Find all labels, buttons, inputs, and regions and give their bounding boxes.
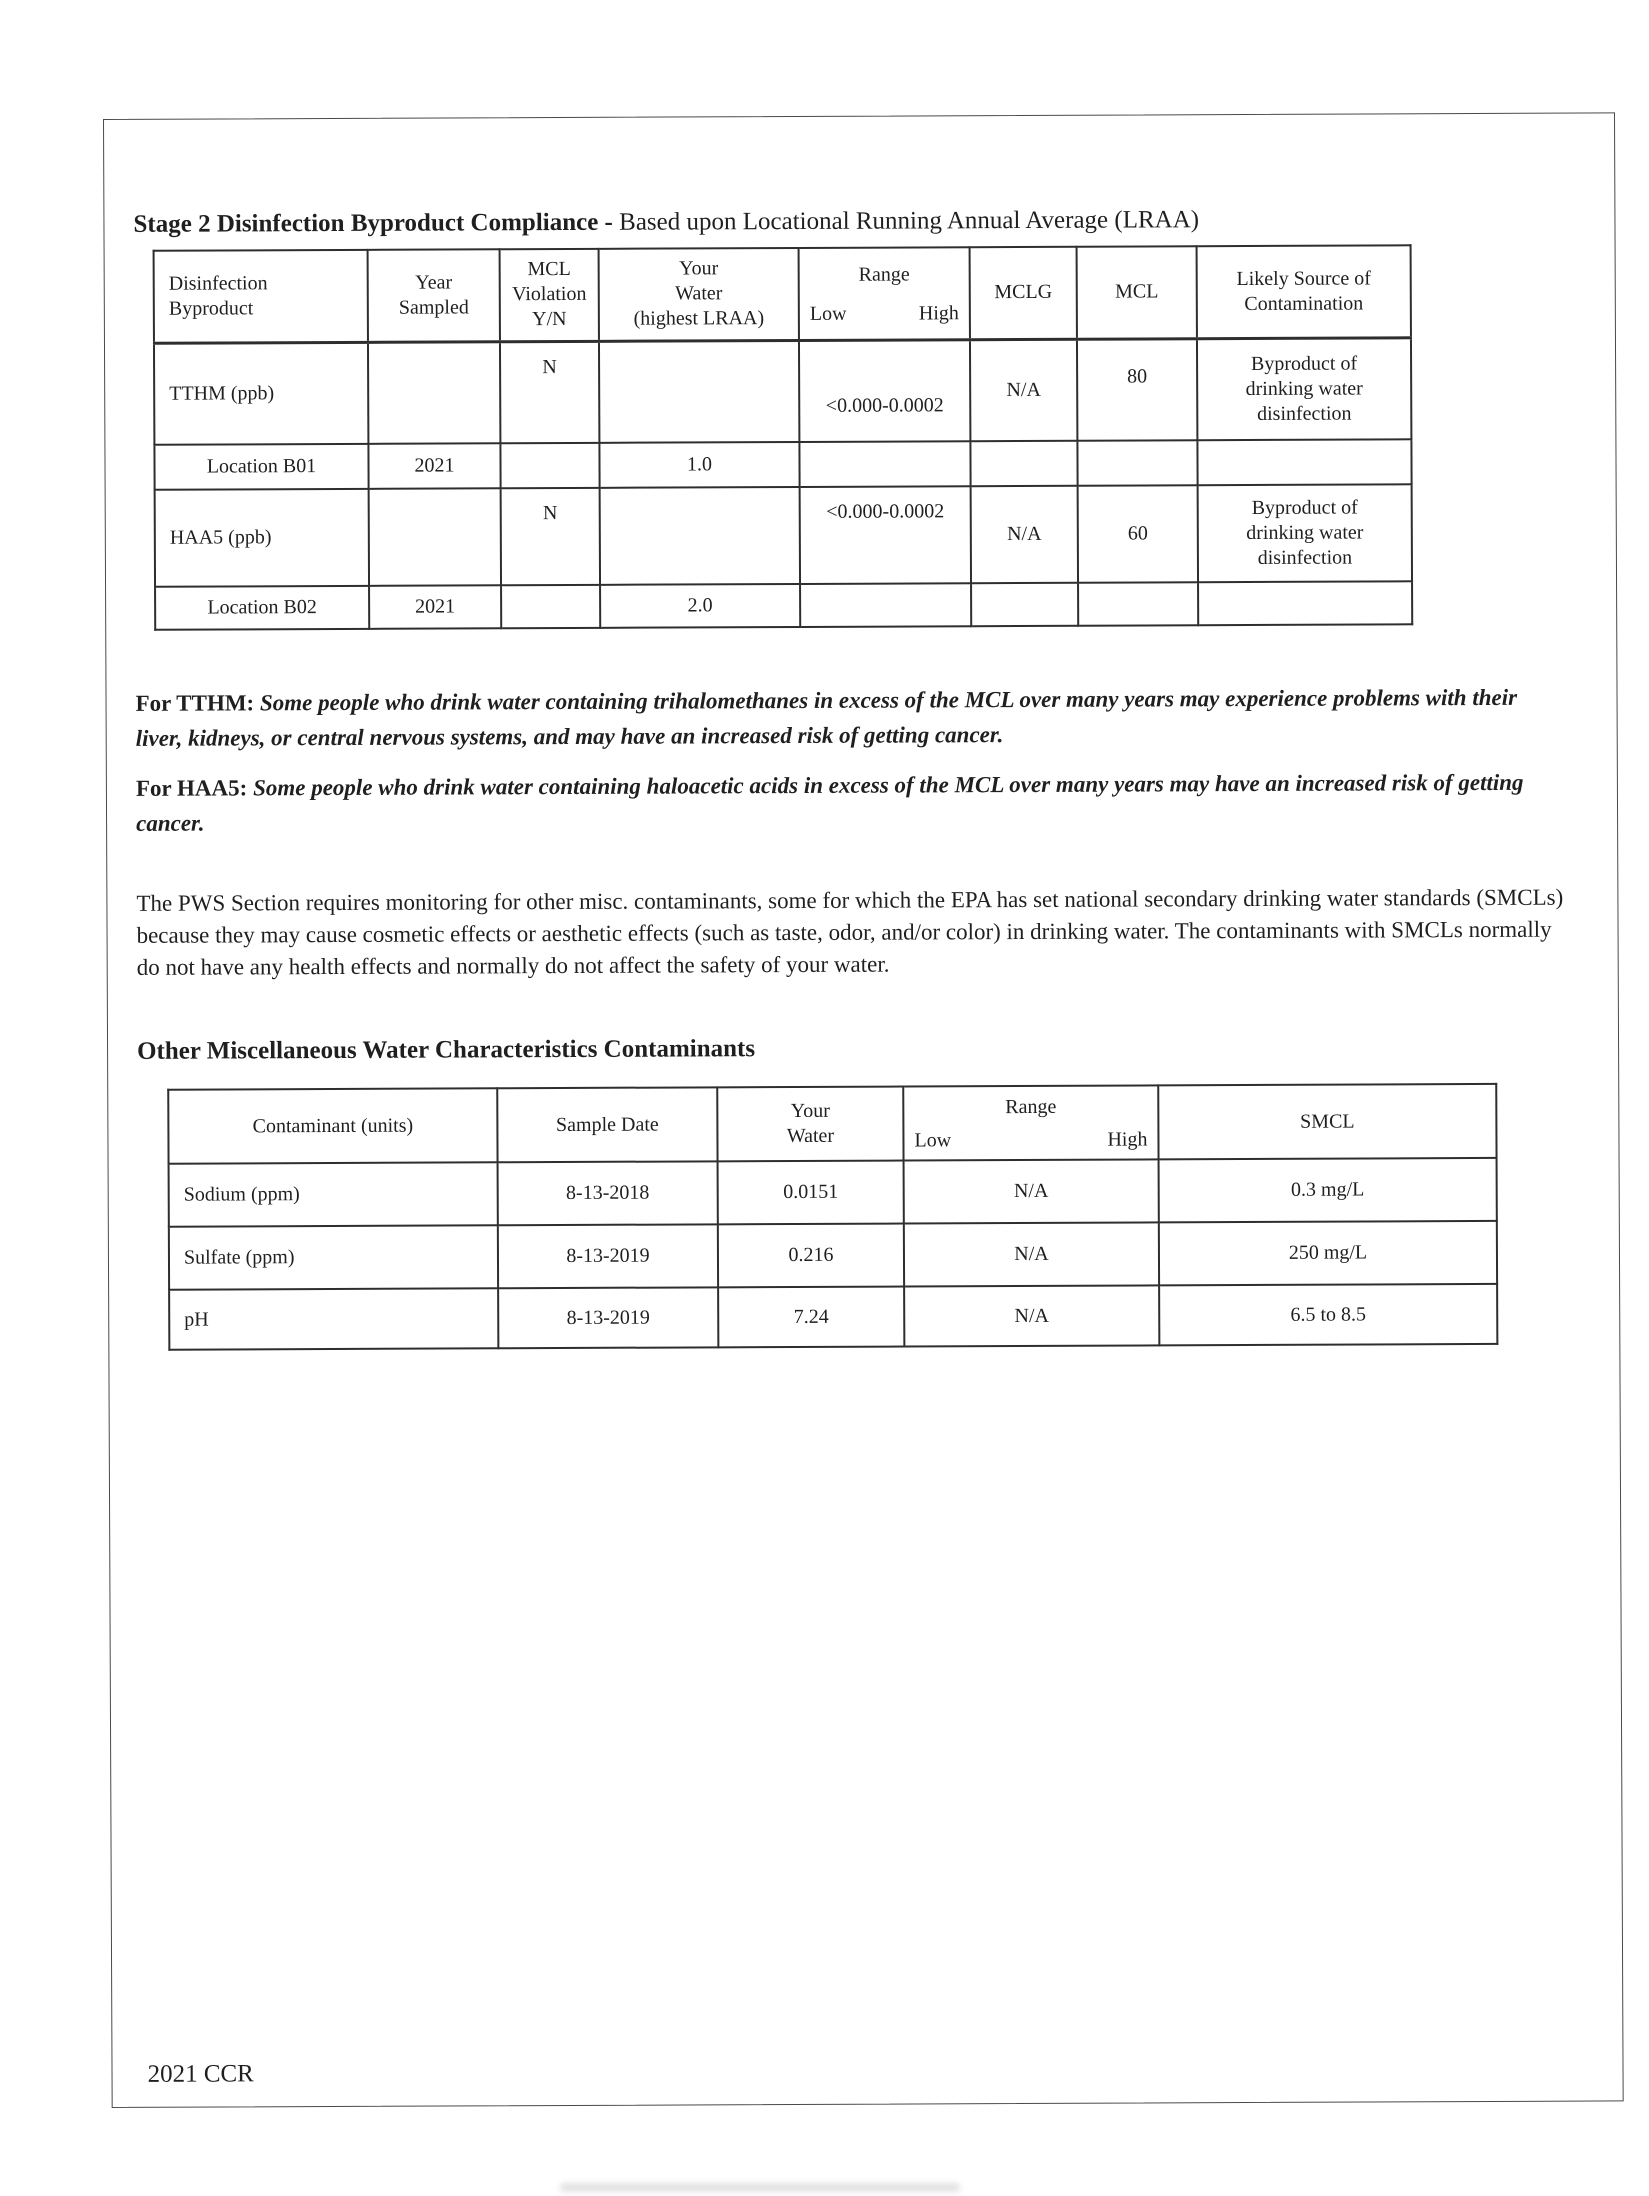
cell-smcl: 250 mg/L <box>1159 1221 1497 1285</box>
header-year-sampled: Year Sampled <box>368 249 500 342</box>
header-range-high: High <box>918 302 959 325</box>
cell-mclg: N/A <box>970 339 1077 441</box>
cell-mcl <box>1077 440 1197 486</box>
table-row-haa5 <box>155 484 1412 586</box>
cell-violation <box>500 443 599 488</box>
header-contaminant-units: Contaminant (units) <box>168 1088 497 1163</box>
cell-range <box>799 441 970 487</box>
cell-sample-date: 8-13-2019 <box>498 1287 718 1348</box>
header-range: Range Low High <box>903 1085 1158 1160</box>
table-row-location-b01 <box>154 439 1411 489</box>
cell-violation <box>501 585 600 628</box>
misc-table-heading: Other Miscellaneous Water Characteristics Contaminants <box>137 1035 756 1065</box>
cell-location: Location B01 <box>154 444 368 490</box>
cell-mcl <box>1078 582 1198 626</box>
header-likely-source: Likely Source of Contamination <box>1197 245 1411 338</box>
haa5-note-label: For HAA5: <box>135 775 248 801</box>
cell-your-water: 1.0 <box>599 442 799 488</box>
cell-year <box>368 341 500 444</box>
stage2-compliance-table <box>153 244 1414 630</box>
cell-contaminant: HAA5 (ppb) <box>155 489 369 587</box>
stage2-header-row <box>154 245 1411 342</box>
cell-likely-source: Byproduct of drinking water disinfection <box>1198 484 1412 582</box>
cell-smcl: 0.3 mg/L <box>1159 1158 1497 1222</box>
header-sample-date: Sample Date <box>497 1087 717 1162</box>
cell-your-water <box>600 487 800 585</box>
header-range-low: Low <box>809 302 847 325</box>
misc-header-row <box>168 1084 1496 1164</box>
misc-row-sodium <box>169 1158 1497 1227</box>
cell-year: 2021 <box>368 443 500 489</box>
cell-your-water: 0.0151 <box>718 1161 904 1225</box>
haa5-health-note <box>136 765 1556 841</box>
cell-your-water: 7.24 <box>718 1287 904 1348</box>
cell-year <box>369 488 501 586</box>
cell-range: <0.000-0.0002 <box>799 339 970 442</box>
cell-likely-source: Byproduct of drinking water disinfection <box>1197 337 1411 440</box>
header-smcl: SMCL <box>1158 1084 1496 1159</box>
cell-location: Location B02 <box>155 586 369 630</box>
cell-mclg <box>971 583 1078 626</box>
pws-paragraph: The PWS Section requires monitoring for other misc. contaminants, some for which the EPA has set national secondary drinking water standards (SMCLs) because they may cause cosmetic effects or aesthetic effects (such as taste, odor, and/or color) in drinking water. The contaminants with SMCLs normally do not have any health effects and normally do not affect the safety of your water. <box>136 884 1564 980</box>
header-range-low: Low <box>914 1129 952 1152</box>
cell-violation: N <box>501 488 600 585</box>
stage2-title-rest: Based upon Locational Running Annual Average (LRAA) <box>612 206 1200 236</box>
cell-mcl: 60 <box>1078 485 1198 583</box>
cell-your-water: 0.216 <box>718 1224 904 1288</box>
table-row-tthm <box>154 337 1411 444</box>
haa5-note-text: Some people who drink water containing haloacetic acids in excess of the MCL over many years may have an increased risk of getting cancer. <box>136 769 1524 836</box>
cell-likely-source <box>1197 439 1411 485</box>
cell-sample-date: 8-13-2019 <box>498 1224 718 1288</box>
cell-contaminant: Sulfate (ppm) <box>169 1225 498 1289</box>
cell-sample-date: 8-13-2018 <box>498 1161 718 1225</box>
misc-row-sulfate <box>169 1221 1497 1290</box>
header-mcl: MCL <box>1077 246 1197 339</box>
tthm-note-text: Some people who drink water containing trihalomethanes in excess of the MCL over many years may experience problems with their liver, kidneys, or central nervous systems, and may have an increased risk of getting cancer. <box>135 684 1518 751</box>
cell-range: <0.000-0.0002 <box>800 486 971 584</box>
scan-artifact <box>560 2183 960 2192</box>
header-range-high: High <box>1107 1128 1148 1151</box>
cell-contaminant: Sodium (ppm) <box>169 1162 498 1226</box>
cell-mclg <box>970 441 1077 486</box>
cell-your-water <box>599 340 799 443</box>
misc-contaminants-table <box>167 1083 1498 1351</box>
stage2-title-bold: Stage 2 Disinfection Byproduct Compliance - <box>133 208 613 238</box>
cell-range: N/A <box>904 1285 1159 1346</box>
header-your-water: Your Water (highest LRAA) <box>599 248 799 341</box>
page-footer: 2021 CCR <box>147 2060 254 2088</box>
cell-violation: N <box>500 341 599 443</box>
header-disinfection-byproduct: Disinfection Byproduct <box>154 250 368 343</box>
tthm-health-note <box>135 680 1555 756</box>
cell-your-water: 2.0 <box>600 584 800 628</box>
header-mcl-violation: MCL Violation Y/N <box>500 249 599 341</box>
cell-mclg: N/A <box>971 486 1078 583</box>
cell-smcl: 6.5 to 8.5 <box>1159 1284 1497 1345</box>
cell-range <box>800 583 971 627</box>
stage2-title <box>133 205 1199 240</box>
cell-contaminant: pH <box>169 1288 498 1349</box>
cell-year: 2021 <box>369 585 501 629</box>
header-mclg: MCLG <box>970 247 1077 339</box>
cell-mcl: 80 <box>1077 338 1197 441</box>
cell-range: N/A <box>904 1159 1159 1223</box>
report-page <box>103 112 1624 2108</box>
cell-contaminant: TTHM (ppb) <box>154 342 368 445</box>
cell-likely-source <box>1198 581 1412 625</box>
tthm-note-label: For TTHM: <box>135 690 255 716</box>
cell-range: N/A <box>904 1222 1159 1286</box>
misc-row-ph <box>169 1284 1497 1350</box>
header-range: Range Low High <box>799 247 970 340</box>
table-row-location-b02 <box>155 581 1412 629</box>
header-your-water: Your Water <box>717 1087 903 1162</box>
